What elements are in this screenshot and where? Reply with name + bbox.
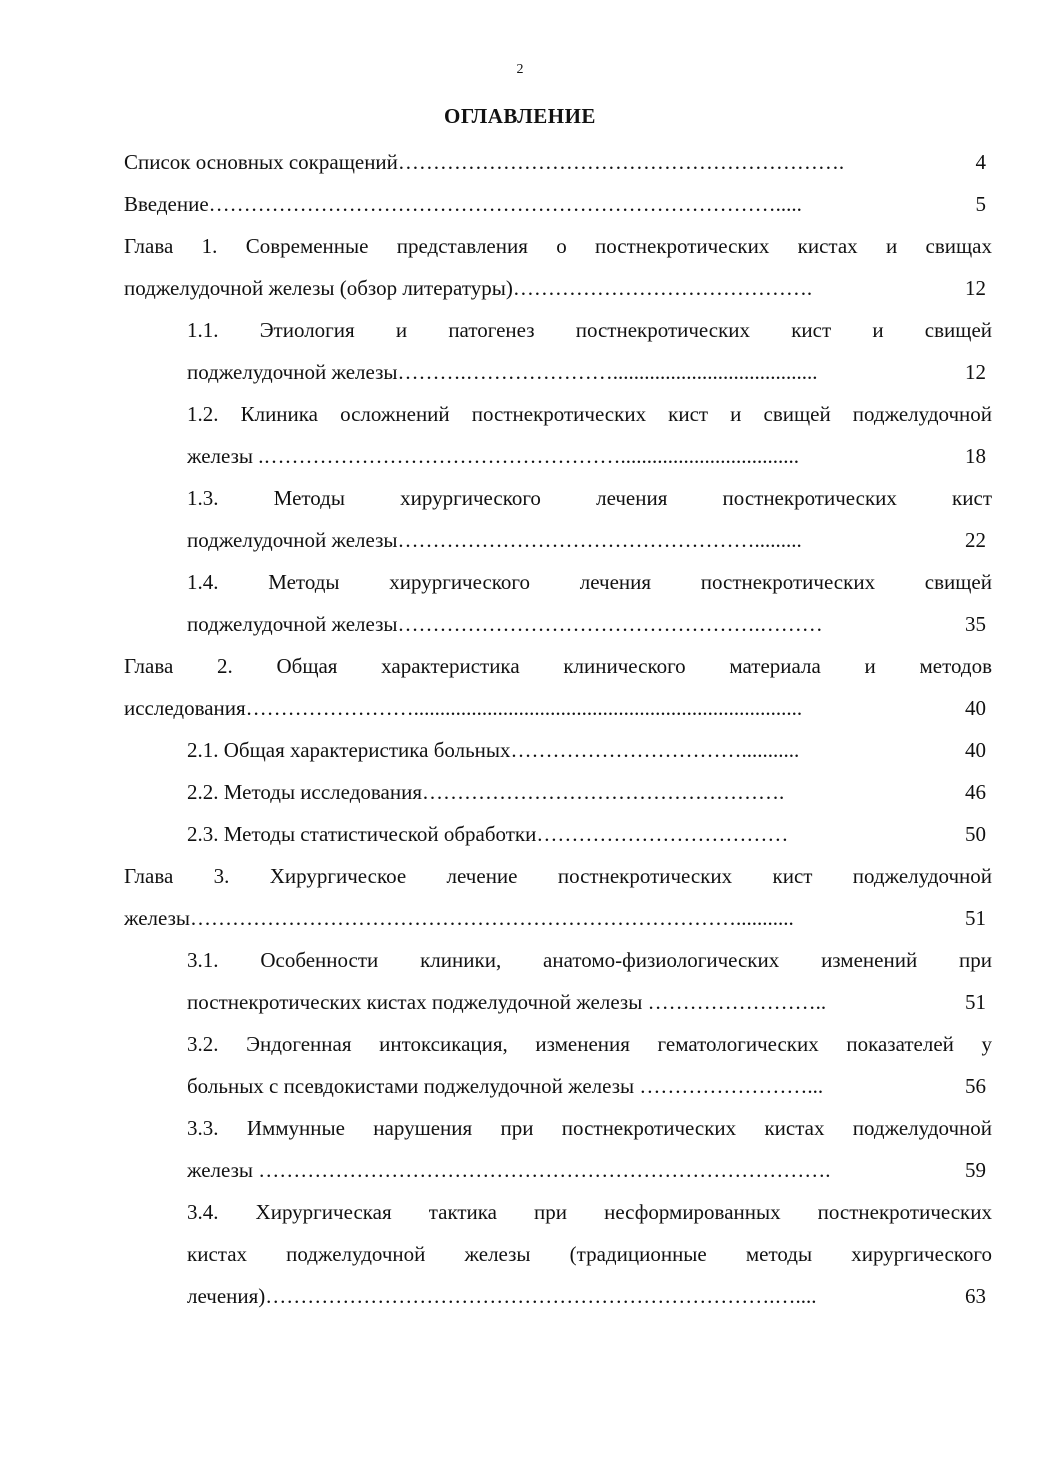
toc-page-number: 63 xyxy=(965,1284,986,1308)
toc-entry-text: железы ………………………………………………………………………. xyxy=(187,1158,831,1182)
toc-page-number: 40 xyxy=(965,696,986,720)
toc-entry-text: железы……………………………………………………………………........... xyxy=(124,906,794,930)
toc-page-number: 18 xyxy=(965,444,986,468)
toc-entry[interactable] xyxy=(124,645,992,729)
toc-entry[interactable] xyxy=(187,393,992,477)
toc-entry[interactable] xyxy=(187,477,992,561)
toc-entry-text: Глава 1. Современные представления о постнекротических кистах и свищах xyxy=(124,234,992,258)
toc-entry-text: постнекротических кистах поджелудочной железы …………………….. xyxy=(187,990,827,1014)
toc-page-number: 51 xyxy=(965,906,986,930)
toc-entry-text: 2.1. Общая характеристика больных……………………………........... xyxy=(187,738,800,762)
toc-entry-text: 3.2. Эндогенная интоксикация, изменения гематологических показателей у xyxy=(187,1032,992,1056)
toc-page-number: 12 xyxy=(965,276,986,300)
table-of-contents xyxy=(124,141,992,1317)
toc-page-number: 4 xyxy=(975,150,986,174)
toc-entry-text: железы .…………………………………………….................................. xyxy=(187,444,800,468)
toc-page-number: 56 xyxy=(965,1074,986,1098)
toc-entry-text: 3.3. Иммунные нарушения при постнекротических кистах поджелудочной xyxy=(187,1116,992,1140)
toc-entry-text: 1.1. Этиология и патогенез постнекротических кист и свищей xyxy=(187,318,992,342)
toc-entry-text: кистах поджелудочной железы (традиционные методы хирургического xyxy=(187,1242,992,1266)
toc-entry-text: поджелудочной железы (обзор литературы)……………………………………. xyxy=(124,276,813,300)
toc-entry-text: больных с псевдокистами поджелудочной железы ……………………... xyxy=(187,1074,824,1098)
page-number: 2 xyxy=(516,62,524,77)
toc-page-number: 46 xyxy=(965,780,986,804)
toc-page-number: 35 xyxy=(965,612,986,636)
toc-entry-text: исследования…………………….......................................................................... xyxy=(124,696,803,720)
toc-page-number: 59 xyxy=(965,1158,986,1182)
toc-entry-text: Глава 2. Общая характеристика клинического материала и методов xyxy=(124,654,992,678)
toc-entry-text: поджелудочной железы……………………………………………......... xyxy=(187,528,802,552)
toc-page-number: 50 xyxy=(965,822,986,846)
toc-entry-text: 2.3. Методы статистической обработки……………………………… xyxy=(187,822,789,846)
toc-entry[interactable] xyxy=(187,939,992,1023)
toc-page-number: 5 xyxy=(975,192,986,216)
toc-entry-text: 3.1. Особенности клиники, анатомо-физиологических изменений при xyxy=(187,948,992,972)
toc-entry[interactable] xyxy=(124,855,992,939)
toc-page-number: 12 xyxy=(965,360,986,384)
toc-page-number: 40 xyxy=(965,738,986,762)
toc-entry-text: лечения)……………………………………………………………….….... xyxy=(187,1284,817,1308)
toc-entry[interactable] xyxy=(187,1191,992,1317)
toc-entry[interactable] xyxy=(187,771,992,813)
toc-entry-text: поджелудочной железы…………………………………………….……… xyxy=(187,612,823,636)
toc-entry-text: 3.4. Хирургическая тактика при несформированных постнекротических xyxy=(187,1200,992,1224)
toc-entry-text: Глава 3. Хирургическое лечение постнекротических кист поджелудочной xyxy=(124,864,992,888)
toc-title: ОГЛАВЛЕНИЕ xyxy=(444,104,596,128)
toc-entry[interactable] xyxy=(124,141,992,183)
toc-entry-text: 1.2. Клиника осложнений постнекротических кист и свищей поджелудочной xyxy=(187,402,992,426)
toc-entry[interactable] xyxy=(187,1023,992,1107)
toc-entry[interactable] xyxy=(124,183,992,225)
toc-entry[interactable] xyxy=(187,729,992,771)
toc-page-number: 22 xyxy=(965,528,986,552)
toc-page-number: 51 xyxy=(965,990,986,1014)
toc-entry[interactable] xyxy=(124,225,992,309)
toc-entry[interactable] xyxy=(187,561,992,645)
toc-entry-text: Введение………………………………………………………………………..... xyxy=(124,192,802,216)
toc-entry[interactable] xyxy=(187,813,992,855)
toc-entry[interactable] xyxy=(187,1107,992,1191)
toc-entry[interactable] xyxy=(187,309,992,393)
toc-entry-text: 1.4. Методы хирургического лечения постнекротических свищей xyxy=(187,570,992,594)
toc-entry-text: Список основных сокращений………………………………………………………. xyxy=(124,150,845,174)
toc-entry-text: 1.3. Методы хирургического лечения постнекротических кист xyxy=(187,486,992,510)
toc-entry-text: 2.2. Методы исследования……………………………………………. xyxy=(187,780,785,804)
toc-entry-text: поджелудочной железы……….…………………....................................... xyxy=(187,360,818,384)
